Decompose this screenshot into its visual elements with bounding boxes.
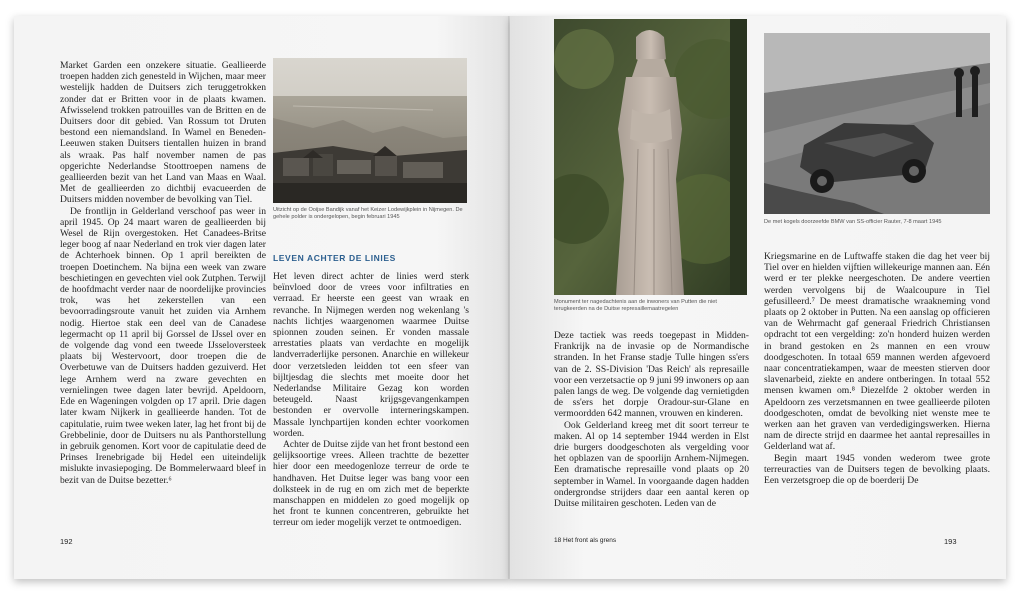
right-text-column-2: [764, 251, 990, 486]
photo-caption: Uitzicht op de Ooijse Bandijk vanaf het Keizer Lodewijkplein in Nijmegen. De gehele polder is ondergelopen, begin februari 1945: [273, 207, 463, 220]
right-page: [510, 16, 1006, 579]
paragraph: Deze tactiek was reeds toegepast in Midden-Frankrijk na de invasie op de Normandische stranden. In het Franse stadje Tulle hingen ss'ers van de 2. SS-Division 'Das Reich' als represaille voor een verzetsactie op 9 juni 99 inwoners op aan palen langs de weg. De volgende dag vernietigden de ss'ers het dorpje Oradour-sur-Glane en vermoordden 642 mannen, vrouwen en kinderen.: [554, 330, 749, 420]
paragraph: Ook Gelderland kreeg met dit soort terreur te maken. Al op 14 september 1944 werden in Elst drie burgers doodgeschoten als vergelding voor het opblazen van de spoorlijn Arnhem-Nijmegen. Een dramatische represaille vond plaats op 20 september in Wamel. In voorgaande dagen hadden ondergrondse strijders daar een aantal keren op Duitse militairen geschoten. Leden van de: [554, 419, 749, 510]
left-page: [14, 16, 510, 579]
paragraph: Het leven direct achter de linies werd sterk beïnvloed door de vrees voor infiltraties en verraad. Er heerste een geest van wraak en revanche. In Nijmegen werden nog wekenlang 's nachts lichtjes waargenomen waarmee Duitse spionnen zouden seinen. Er vonden massale arrestaties plaats van verdachte en mogelijk landverraderlijke personen. Anarchie en willekeur door verzetsleden leidden tot een sfeer van bijltjesdag die slechts met moeite door het Nederlandse Militaire Gezag kon worden beteugeld. Naast krijgsgevangenkampen bestonden er overvolle interneringskampen. Massale lynchpartijen konden echter voorkomen worden.: [273, 271, 469, 439]
paragraph: Achter de Duitse zijde van het front bestond een gelijksoortige vrees. Alleen trachtte de bezetter hier door een meedogenloze terreur de orde te handhaven. Het Duitse leger was bang voor een dolksteek in de rug en om zich met de beperkte manschappen en middelen zo goed mogelijk op het front te kunnen concentreren, gebruikte het terreur om ieder mogelijk verzet te ontmoedigen.: [273, 439, 469, 529]
section-heading: LEVEN ACHTER DE LINIES: [273, 253, 396, 263]
right-text-column: [554, 330, 749, 509]
left-text-column: [60, 60, 266, 486]
running-head: 18 Het front als grens: [554, 537, 617, 544]
paragraph: De frontlijn in Gelderland verschoof pas weer in april 1945. Op 24 maart waren de geallieerden bij Wesel de Rijn overgestoken. Het Canadees-Britse leger boog af naar Nederland en trok vier dagen later de Achterhoek binnen. Op 1 april bereikten de troepen Doetinchem. Na bijna een week van zware beschietingen en gevechten viel ook Zutphen. Terwijl de hoofdmacht verder naar de noordelijke provincies trok, was het zekerstellen van een bevoorradingsroute vanuit het zuiden via Arnhem nodig. Hiertoe stak een deel van de Canadese legermacht op 11 april bij Gorssel de IJssel over en de volgende dag vond een tweede IJsseloversteek plaats bij Westervoort, door troepen die de Overbetuwe van de Duitsers hadden gezuiverd. Het lege Arnhem werd na zware gevechten en vernielingen twee dagen later bevrijd. Apeldoorn, Ede en Wageningen volgden op 17 april. Drie dagen later kwam Nijkerk in geallieerde handen. Tot de capitulatie, ruim twee weken later, lag het front bij de Grebbelinie, door de Duitsers nu als Panthorstellung in gebruik genomen. Kort voor de capitulatie deed de Prinses Irenebrigade bij Hedel een uiteindelijk mislukte invasiepoging. De Bommelerwaard bleef in bezit van de Duitse bezetter.⁶: [60, 205, 266, 486]
left-text-column-2: [273, 271, 469, 529]
book-spread: [14, 16, 1006, 579]
car-photo: [764, 33, 990, 214]
paragraph: Kriegsmarine en de Luftwaffe staken die dag het veer bij Tiel over en hielden vijftien willekeurige mannen aan. Eén werd er ter plekke neergeschoten. De andere veertien werden vervolgens bij de Waalcoupure in Tiel gefusilleerd.⁷ De meest dramatische wraakneming vond plaats op 2 oktober in Putten. Na een aanslag op officieren van de Wehrmacht gaf generaal Friedrich Christiansen opdracht tot een vergelding: zo'n honderd huizen werden in brand gestoken en 2s mannen en een vrouw doodgeschoten. In totaal 659 mannen werden afgevoerd naar concentratiekampen, waar de meesten stierven door slavenarbeid, ziekte en andere ontberingen. In totaal 552 mensen kwamen om.⁸ Diezelfde 2 oktober werden in Apeldoorn zes verzetsmannen en twee geallieerde piloten doodgeschoten, omdat de bevolking niet wenste mee te werken aan het graven van verdedigingswerken. Hierna nam de directe strijd en daarmee het aantal represailles in Gelderland wat af.: [764, 251, 990, 453]
statue-photo: [554, 19, 747, 295]
paragraph: Market Garden een onzekere situatie. Geallieerde troepen hadden zich genesteld in Wijchen, maar meer westelijk hadden de Duitsers zich teruggetrokken zonder dat er Britten voor in de plaats kwamen. Afwisselend trokken patrouilles van de Britten en de Duitsers door dit gebied. Van Rossum tot Druten bestond een niemandsland. In Wamel en Beneden-Leeuwen staken Duitsers tientallen huizen in brand als wraak. Pas half november namen de pas opgerichte Nederlandse Stoottroepen namens de geallieerden bezit van het Land van Maas en Waal. Met de geallieerden zo dichtbij evacueerden de Duitsers midden november de bevolking van Tiel.: [60, 60, 266, 206]
statue-caption: Monument ter nagedachtenis aan de inwoners van Putten die niet terugkeerden na de Duitse represaillemaatregelen: [554, 299, 717, 312]
flooded-polder-photo: [273, 58, 467, 203]
paragraph: Begin maart 1945 vonden wederom twee grote terreuracties van de Duitsers tegen de bevolking plaats. Een verzetsgroep die op de boerderij De: [764, 452, 990, 487]
page-number: 193: [944, 537, 957, 546]
page-number: 192: [60, 537, 73, 546]
car-caption: De met kogels doorzeefde BMW van SS-officier Rauter, 7-8 maart 1945: [764, 219, 942, 225]
